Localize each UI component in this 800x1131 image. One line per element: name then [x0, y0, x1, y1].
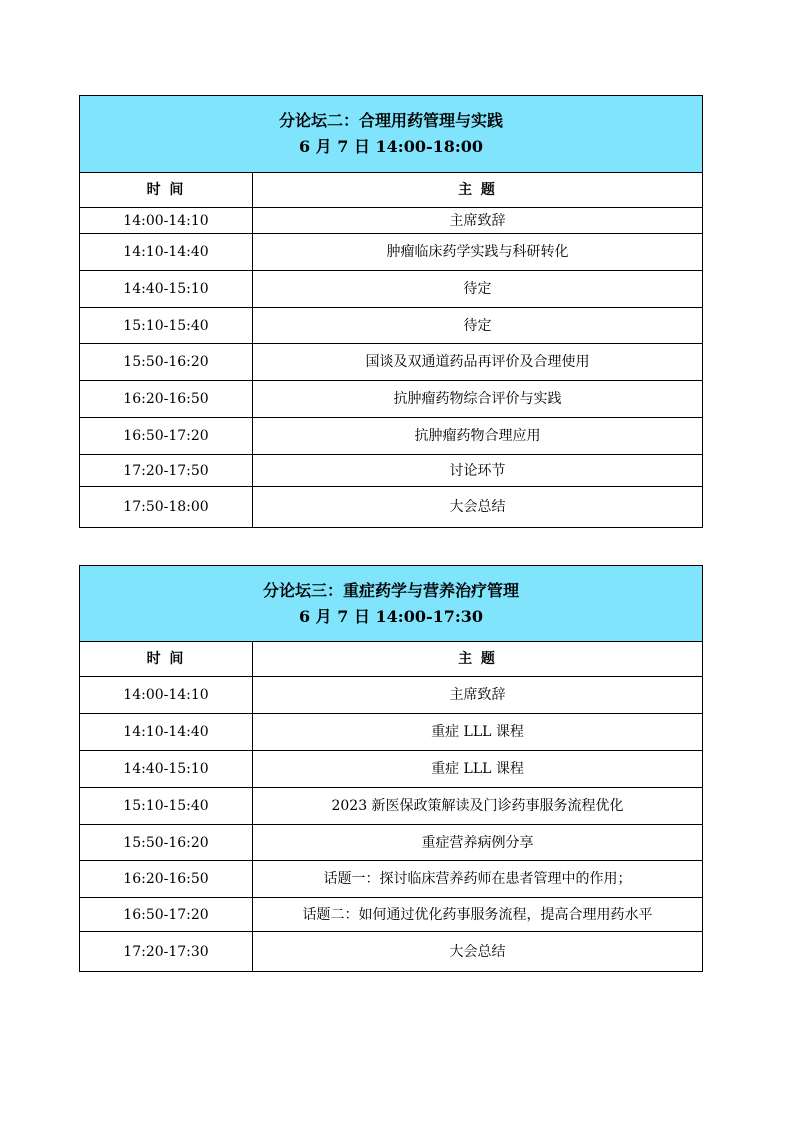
forum-2-header-cell — [80, 96, 703, 173]
topic-cell: 国谈及双通道药品再评价及合理使用 — [253, 344, 703, 381]
column-header-time: 时 间 — [80, 642, 253, 677]
time-cell: 15:50-16:20 — [80, 825, 253, 861]
forum-2-title: 分论坛二：合理用药管理与实践 — [279, 111, 504, 130]
forum-2-header — [80, 96, 703, 173]
topic-cell: 待定 — [253, 308, 703, 344]
topic-cell: 大会总结 — [253, 487, 703, 528]
table-row — [80, 381, 703, 418]
table-row — [80, 677, 703, 714]
table-row — [80, 455, 703, 487]
forum-3-header — [80, 566, 703, 642]
forum-2-column-header-row — [80, 173, 703, 208]
time-cell: 16:20-16:50 — [80, 381, 253, 418]
table-row — [80, 932, 703, 972]
time-cell: 16:50-17:20 — [80, 898, 253, 932]
table-row — [80, 487, 703, 528]
forum-3-header-cell — [80, 566, 703, 642]
column-header-time: 时 间 — [80, 173, 253, 208]
time-cell: 17:50-18:00 — [80, 487, 253, 528]
time-cell: 14:00-14:10 — [80, 677, 253, 714]
table-row — [80, 788, 703, 825]
table-row — [80, 208, 703, 234]
time-cell: 14:10-14:40 — [80, 714, 253, 751]
forum-3-column-header-row — [80, 642, 703, 677]
time-cell: 15:10-15:40 — [80, 308, 253, 344]
topic-cell: 重症 LLL 课程 — [253, 751, 703, 788]
topic-cell: 抗肿瘤药物合理应用 — [253, 418, 703, 455]
time-cell: 15:10-15:40 — [80, 788, 253, 825]
table-row — [80, 234, 703, 271]
column-header-topic: 主 题 — [253, 642, 703, 677]
topic-cell: 肿瘤临床药学实践与科研转化 — [253, 234, 703, 271]
time-cell: 15:50-16:20 — [80, 344, 253, 381]
time-cell: 16:50-17:20 — [80, 418, 253, 455]
topic-cell: 话题一：探讨临床营养药师在患者管理中的作用； — [253, 861, 703, 898]
topic-cell: 主席致辞 — [253, 208, 703, 234]
time-cell: 14:10-14:40 — [80, 234, 253, 271]
time-cell: 14:40-15:10 — [80, 751, 253, 788]
topic-cell: 讨论环节 — [253, 455, 703, 487]
topic-cell: 2023 新医保政策解读及门诊药事服务流程优化 — [253, 788, 703, 825]
forum-2-datetime: 6 月 7 日 14:00-18:00 — [298, 137, 484, 156]
table-row — [80, 714, 703, 751]
table-row — [80, 751, 703, 788]
topic-cell: 大会总结 — [253, 932, 703, 972]
time-cell: 14:40-15:10 — [80, 271, 253, 308]
table-row — [80, 861, 703, 898]
topic-cell: 重症 LLL 课程 — [253, 714, 703, 751]
table-row — [80, 898, 703, 932]
time-cell: 16:20-16:50 — [80, 861, 253, 898]
forum-3-schedule-table — [79, 565, 703, 972]
table-row — [80, 271, 703, 308]
topic-cell: 主席致辞 — [253, 677, 703, 714]
table-row — [80, 825, 703, 861]
time-cell: 17:20-17:30 — [80, 932, 253, 972]
forum-3-datetime: 6 月 7 日 14:00-17:30 — [298, 606, 484, 626]
topic-cell: 话题二：如何通过优化药事服务流程，提高合理用药水平 — [253, 898, 703, 932]
table-row — [80, 308, 703, 344]
topic-cell: 抗肿瘤药物综合评价与实践 — [253, 381, 703, 418]
topic-cell: 待定 — [253, 271, 703, 308]
table-row — [80, 418, 703, 455]
time-cell: 17:20-17:50 — [80, 455, 253, 487]
time-cell: 14:00-14:10 — [80, 208, 253, 234]
forum-2-schedule-table — [79, 95, 703, 528]
forum-3-title: 分论坛三：重症药学与营养治疗管理 — [263, 580, 520, 600]
table-row — [80, 344, 703, 381]
topic-cell: 重症营养病例分享 — [253, 825, 703, 861]
column-header-topic: 主 题 — [253, 173, 703, 208]
